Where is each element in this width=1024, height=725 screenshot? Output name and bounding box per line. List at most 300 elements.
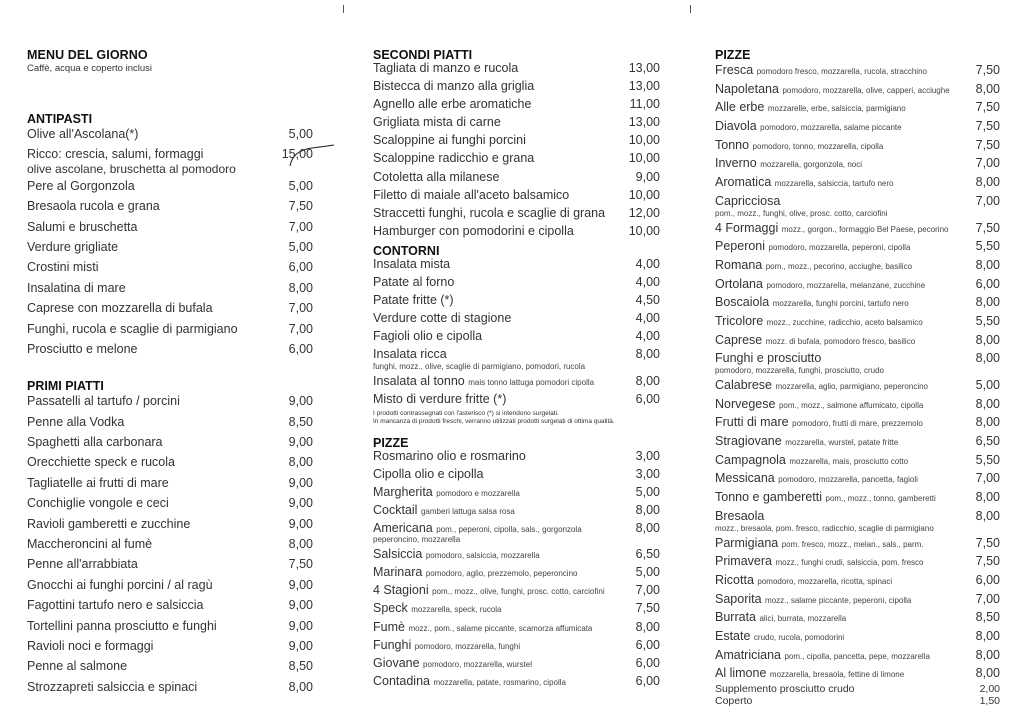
item-price: 9,00 <box>288 394 313 409</box>
menu-item <box>373 95 660 113</box>
item-ingredients: mozzarella, salsiccia, tartufo nero <box>774 179 894 189</box>
item-price: 5,00 <box>975 378 1000 392</box>
item-name: Fumè <box>373 619 405 634</box>
menu-item <box>373 345 660 371</box>
menu-item-row <box>715 395 1000 414</box>
menu-item-label <box>715 608 846 629</box>
item-ingredients: pom., cipolla, pancetta, pepe, mozzarella <box>784 651 930 661</box>
menu-item <box>27 391 313 411</box>
item-name: Napoletana <box>715 81 779 96</box>
menu-item <box>27 473 313 493</box>
menu-item <box>373 483 660 501</box>
item-name: Cipolla olio e cipolla <box>373 466 484 481</box>
menu-item-label <box>373 447 526 465</box>
item-name: Fagottini tartufo nero e salsiccia <box>27 598 204 613</box>
item-price: 8,00 <box>975 257 1000 272</box>
menu-item <box>715 80 1000 99</box>
menu-item-row <box>715 275 1000 294</box>
menu-item-label <box>373 599 502 619</box>
menu-item-row <box>373 222 660 240</box>
menu-item-label <box>715 413 923 434</box>
menu-item <box>27 677 313 697</box>
item-price: 5,50 <box>975 452 1000 467</box>
menu-item <box>27 656 313 676</box>
menu-item-row <box>27 257 313 277</box>
menu-item-row <box>373 483 660 501</box>
menu-item-label <box>373 390 506 408</box>
item-ingredients: mozzarella, mais, prosciutto cotto <box>789 456 909 466</box>
menu-item <box>27 298 313 318</box>
item-name: Funghi <box>373 637 412 652</box>
menu-item-row <box>373 390 660 408</box>
item-name: Frutti di mare <box>715 415 789 430</box>
menu-item-label <box>27 432 163 452</box>
item-name: Amatriciana <box>715 647 781 662</box>
menu-item <box>715 219 1000 238</box>
item-name: Pere al Gorgonzola <box>27 178 135 193</box>
item-price: 8,50 <box>975 610 1000 625</box>
menu-item <box>373 465 660 483</box>
menu-item-label <box>715 275 925 296</box>
item-name: Messicana <box>715 471 775 486</box>
menu-item-label <box>373 204 605 222</box>
menu-item-row <box>715 293 1000 312</box>
item-ingredients: pomodoro, frutti di mare, prezzemolo <box>792 419 923 429</box>
item-price: 8,00 <box>975 396 1000 411</box>
menu-item-label <box>715 237 910 258</box>
menu-item-label <box>27 339 137 359</box>
item-ingredients: peperoncino, mozzarella <box>373 535 461 545</box>
item-price: 6,00 <box>635 673 660 688</box>
column-left <box>27 48 313 697</box>
menu-item <box>715 608 1000 627</box>
menu-item-label <box>715 695 752 707</box>
menu-item <box>715 664 1000 683</box>
menu-item-label <box>715 331 915 352</box>
item-ingredients: pomodoro fresco, mozzarella, rucola, stracchino <box>756 67 927 76</box>
item-name: Bresaola rucola e grana <box>27 199 160 214</box>
item-name: Salsiccia <box>373 547 423 562</box>
item-name: Americana <box>373 521 433 536</box>
item-price: 3,00 <box>635 448 660 463</box>
item-price: 8,00 <box>635 502 660 517</box>
item-price: 8,00 <box>975 175 1000 190</box>
item-name: Funghi, rucola e scaglie di parmigiano <box>27 321 238 336</box>
menu-item-row <box>715 413 1000 432</box>
menu-item-row <box>373 95 660 113</box>
item-ingredients: mozz. di bufala, pomodoro fresco, basilico <box>765 336 916 346</box>
item-name: Cocktail <box>373 502 418 517</box>
item-name: Patate fritte (*) <box>373 293 454 308</box>
menu-item-row <box>373 186 660 204</box>
item-name: Funghi e prosciutto <box>715 351 822 366</box>
menu-item-row <box>715 488 1000 507</box>
pizze-list <box>373 447 660 690</box>
item-price: 10,00 <box>628 187 660 202</box>
menu-item <box>373 186 660 204</box>
menu-item-row <box>373 131 660 149</box>
item-ingredients: pom., mozz., funghi, olive, prosc. cotto, carciofini <box>715 208 888 218</box>
item-ingredients: mozzarelle, erbe, salsiccia, parmigiano <box>767 104 906 114</box>
item-name: Penne all'arrabbiata <box>27 557 138 572</box>
note-line: In mancanza di prodotti freschi, verranno utilizzati prodotti surgelati di ottima qualità. <box>373 417 615 425</box>
menu-item-row <box>715 237 1000 256</box>
menu-item-label <box>715 432 898 453</box>
menu-item-label <box>373 372 594 392</box>
menu-item-row <box>373 113 660 131</box>
item-name: Penne alla Vodka <box>27 414 125 429</box>
item-name: Calabrese <box>715 378 772 392</box>
menu-item <box>715 451 1000 470</box>
item-name: Saporita <box>715 591 762 606</box>
item-price: 4,00 <box>635 275 660 290</box>
menu-item <box>373 291 660 309</box>
menu-item-label <box>373 59 518 77</box>
item-price: 9,00 <box>288 475 313 490</box>
item-price: 5,50 <box>975 239 1000 254</box>
item-name: Ortolana <box>715 276 763 291</box>
menu-item <box>373 222 660 240</box>
item-ingredients: mozz., zucchine, radicchio, aceto balsamico <box>766 317 923 327</box>
menu-item <box>27 339 313 359</box>
item-price: 8,00 <box>635 347 660 362</box>
item-name: Insalata al tonno <box>373 373 465 388</box>
menu-item <box>373 599 660 617</box>
item-name: Rosmarino olio e rosmarino <box>373 448 526 463</box>
menu-item <box>27 319 313 339</box>
menu-item <box>715 646 1000 665</box>
item-price: 9,00 <box>288 577 313 592</box>
menu-item-row <box>715 646 1000 665</box>
item-name: Fagioli olio e cipolla <box>373 329 483 344</box>
item-name: Gnocchi ai funghi porcini / al ragù <box>27 577 213 592</box>
item-ingredients: pom., mozz., salmone affumicato, cipolla <box>778 400 924 410</box>
item-price: 7,50 <box>288 557 313 572</box>
menu-item-label <box>27 319 238 339</box>
menu-item-label <box>373 291 454 309</box>
item-price: 10,00 <box>628 133 660 148</box>
extras-list <box>715 683 1000 707</box>
item-name: Salumi e bruschetta <box>27 219 138 234</box>
column-middle <box>373 48 660 690</box>
item-price: 5,00 <box>288 178 313 193</box>
item-price: 9,00 <box>288 618 313 633</box>
menu-item-label <box>715 376 928 397</box>
item-price: 8,00 <box>975 295 1000 310</box>
menu-item-row <box>27 124 313 144</box>
menu-item-row <box>373 204 660 222</box>
menu-item-row <box>27 554 313 574</box>
item-price: 7,00 <box>975 471 1000 486</box>
menu-item-label <box>715 469 918 490</box>
menu-item-row <box>715 80 1000 99</box>
menu-item <box>715 571 1000 590</box>
item-price: 9,00 <box>288 435 313 450</box>
item-price: 8,00 <box>975 628 1000 643</box>
menu-item <box>27 432 313 452</box>
menu-item <box>715 98 1000 117</box>
item-name: Cotoletta alla milanese <box>373 169 500 184</box>
menu-item-row <box>715 219 1000 238</box>
menu-item-row <box>27 493 313 513</box>
menu-item-label <box>27 217 137 237</box>
menu-item-row <box>27 196 313 216</box>
menu-item-label <box>27 493 169 513</box>
menu-item-row <box>373 465 660 483</box>
menu-item-row <box>715 136 1000 155</box>
contorni-list <box>373 255 660 408</box>
item-name: Tricolore <box>715 313 764 328</box>
menu-item <box>373 273 660 291</box>
menu-item-row <box>715 154 1000 173</box>
item-price: 15,00 <box>281 147 313 162</box>
item-price: 8,00 <box>635 521 660 536</box>
item-name: Ricco: crescia, salumi, formaggi <box>27 147 204 162</box>
menu-item-row <box>715 552 1000 571</box>
item-ingredients: pom. fresco, mozz., melan., sals., parm. <box>781 539 924 549</box>
menu-item <box>373 309 660 327</box>
menu-item-label <box>715 173 893 194</box>
menu-item-row <box>27 298 313 318</box>
item-price: 9,00 <box>635 169 660 184</box>
item-name: Filetto di maiale all'aceto balsamico <box>373 187 570 202</box>
menu-item-row <box>715 312 1000 331</box>
item-price: 7,00 <box>975 591 1000 606</box>
menu-item-label <box>715 646 930 667</box>
menu-item-label <box>373 483 520 503</box>
menu-item-label <box>27 452 175 472</box>
menu-item-label <box>27 257 99 277</box>
menu-item <box>715 136 1000 155</box>
item-price: 8,00 <box>975 332 1000 347</box>
item-price: 7,50 <box>975 119 1000 134</box>
menu-item-row <box>373 372 660 390</box>
item-name: Bistecca di manzo alla griglia <box>373 79 535 94</box>
menu-item-row <box>373 672 660 690</box>
menu-item-row <box>27 278 313 298</box>
item-ingredients: pomodoro, mozzarella, ricotta, spinaci <box>757 576 893 586</box>
menu-item <box>27 237 313 257</box>
menu-item-label <box>373 222 574 240</box>
menu-item-row <box>373 291 660 309</box>
item-name: 4 Stagioni <box>373 583 429 598</box>
menu-item-row <box>27 636 313 656</box>
item-name: Orecchiette speck e rucola <box>27 455 175 470</box>
item-name: Spaghetti alla carbonara <box>27 435 163 450</box>
item-name: Marinara <box>373 565 423 580</box>
item-price: 8,00 <box>975 415 1000 430</box>
item-price: 10,00 <box>628 223 660 238</box>
section-title-pizze: PIZZE <box>715 48 751 62</box>
menu-item-label <box>373 465 483 483</box>
item-price: 8,00 <box>975 490 1000 505</box>
item-name: Maccheroncini al fumè <box>27 537 153 552</box>
menu-item-label <box>27 677 197 697</box>
section-title-antipasti: ANTIPASTI <box>27 112 93 126</box>
menu-item-label <box>715 312 923 333</box>
item-ingredients: pomodoro, mozzarella, funghi <box>414 641 521 651</box>
menu-item <box>27 554 313 574</box>
column-right <box>715 48 1000 707</box>
item-price: 6,00 <box>288 260 313 275</box>
menu-item-row <box>715 627 1000 646</box>
menu-item-row <box>373 618 660 636</box>
item-name: Verdure grigliate <box>27 239 119 254</box>
item-ingredients: gamberi lattuga salsa rosa <box>420 506 515 516</box>
menu-item <box>27 124 313 144</box>
item-name: Boscaiola <box>715 295 770 310</box>
menu-item <box>373 672 660 690</box>
menu-item <box>715 237 1000 256</box>
menu-item-label <box>715 154 862 175</box>
item-price: 7,50 <box>975 63 1000 77</box>
menu-item-label <box>715 552 924 573</box>
item-ingredients: pomodoro e mozzarella <box>436 488 520 498</box>
item-ingredients: alici, burrata, mozzarella <box>759 614 847 624</box>
item-price: 6,00 <box>635 637 660 652</box>
item-name: Caprese con mozzarella di bufala <box>27 301 213 316</box>
menu-item-row <box>373 77 660 95</box>
menu-item-label <box>715 98 906 119</box>
item-ingredients: funghi, mozz., olive, scaglie di parmigiano, pomodori, rucola <box>373 361 586 371</box>
menu-item <box>715 312 1000 331</box>
item-price: 8,00 <box>975 81 1000 96</box>
menu-item <box>373 113 660 131</box>
menu-item <box>715 293 1000 312</box>
menu-item <box>27 616 313 636</box>
menu-item-label <box>715 61 927 82</box>
item-ingredients: pomodoro, mozzarella, peperoni, cipolla <box>768 243 911 253</box>
menu-item-label <box>27 514 190 534</box>
item-price: 7,00 <box>635 583 660 598</box>
menu-item <box>27 278 313 298</box>
item-price: 8,00 <box>288 455 313 470</box>
menu-item-label <box>373 309 511 327</box>
menu-item <box>373 131 660 149</box>
menu-item-row <box>27 412 313 432</box>
item-ingredients: pom., peperoni, cipolla, sals., gorgonzola <box>436 525 582 535</box>
menu-item-row <box>715 695 1000 707</box>
item-name: Grigliata mista di carne <box>373 115 501 130</box>
menu-item-label <box>373 501 515 521</box>
menu-item <box>373 654 660 672</box>
menu-item-row <box>715 590 1000 609</box>
item-name: Norvegese <box>715 396 776 411</box>
menu-item-label <box>373 131 526 149</box>
menu-item <box>715 507 1000 534</box>
menu-item-row <box>27 514 313 534</box>
item-ingredients: pomodoro, tonno, mozzarella, cipolla <box>752 141 884 151</box>
menu-item-row <box>715 98 1000 117</box>
menu-subtitle: Caffè, acqua e coperto inclusi <box>27 63 152 74</box>
item-name: Fresca <box>715 63 754 77</box>
menu-item <box>27 636 313 656</box>
item-ingredients: mozz., pom., salame piccante, scamorza affumicata <box>408 623 593 633</box>
menu-item <box>27 514 313 534</box>
menu-item <box>715 61 1000 80</box>
menu-item <box>715 331 1000 350</box>
menu-item <box>373 59 660 77</box>
item-name: Prosciutto e melone <box>27 341 138 356</box>
item-price: 7,00 <box>288 219 313 234</box>
item-price: 12,00 <box>628 205 660 220</box>
item-name: Tagliata di manzo e rucola <box>373 61 519 75</box>
menu-item <box>715 695 1000 707</box>
item-name: Scaloppine ai funghi porcini <box>373 133 526 148</box>
menu-item-label <box>373 581 605 601</box>
menu-item-label <box>373 345 447 363</box>
item-name: Patate al forno <box>373 275 455 290</box>
menu-item <box>373 168 660 186</box>
menu-item-label <box>715 395 923 416</box>
menu-item <box>715 376 1000 395</box>
menu-item <box>373 519 660 545</box>
item-price: 11,00 <box>629 97 660 112</box>
item-name: Contadina <box>373 673 430 688</box>
menu-item <box>373 581 660 599</box>
item-price: 5,00 <box>635 484 660 499</box>
menu-item-row <box>373 581 660 599</box>
item-price: 8,00 <box>975 508 1000 523</box>
menu-item-label <box>373 636 520 656</box>
menu-item <box>715 413 1000 432</box>
menu-item <box>373 563 660 581</box>
page-divider-mark <box>690 5 691 13</box>
item-price: 8,50 <box>288 414 313 429</box>
menu-item-row <box>27 391 313 411</box>
item-name: Supplemento prosciutto crudo <box>715 683 855 695</box>
menu-item-row <box>373 168 660 186</box>
menu-item-label <box>715 256 912 277</box>
menu-item-row <box>715 331 1000 350</box>
item-price: 7,50 <box>975 137 1000 152</box>
item-name: Inverno <box>715 156 757 171</box>
menu-item-label <box>715 590 911 611</box>
menu-item-label <box>715 571 892 592</box>
menu-item <box>373 447 660 465</box>
item-name: Campagnola <box>715 452 786 467</box>
menu-item <box>373 501 660 519</box>
item-ingredients: pom., mozz., olive, funghi, prosc. cotto, carciofini <box>432 587 605 597</box>
menu-item-label <box>715 293 909 314</box>
item-name: Tagliatelle ai frutti di mare <box>27 475 169 490</box>
menu-item-label <box>373 273 454 291</box>
menu-item <box>373 327 660 345</box>
item-price: 8,00 <box>288 679 313 694</box>
item-ingredients: pomodoro, salsiccia, mozzarella <box>425 551 540 561</box>
menu-item-row <box>373 273 660 291</box>
menu-item <box>715 173 1000 192</box>
item-price: 7,00 <box>975 156 1000 171</box>
menu-item <box>27 217 313 237</box>
note-line: I prodotti contrassegnati con l'asterisco (*) si intendono surgelati. <box>373 409 559 417</box>
menu-item-row <box>373 255 660 273</box>
menu-item <box>27 176 313 196</box>
item-name: Crostini misti <box>27 260 99 275</box>
menu-item-row <box>715 256 1000 275</box>
item-ingredients: mozzarella, gorgonzola, noci <box>760 160 863 170</box>
menu-item-label <box>715 627 844 648</box>
item-name: Tortellini panna prosciutto e funghi <box>27 618 217 633</box>
item-name: Scaloppine radicchio e grana <box>373 151 535 166</box>
item-ingredients: mozz., salame piccante, peperoni, cipolla <box>765 595 912 605</box>
item-price: 4,50 <box>635 293 660 308</box>
item-name: Diavola <box>715 119 757 134</box>
menu-item <box>27 412 313 432</box>
item-name: Coperto <box>715 695 753 707</box>
item-price: 9,00 <box>288 516 313 531</box>
menu-item-label <box>27 595 203 615</box>
